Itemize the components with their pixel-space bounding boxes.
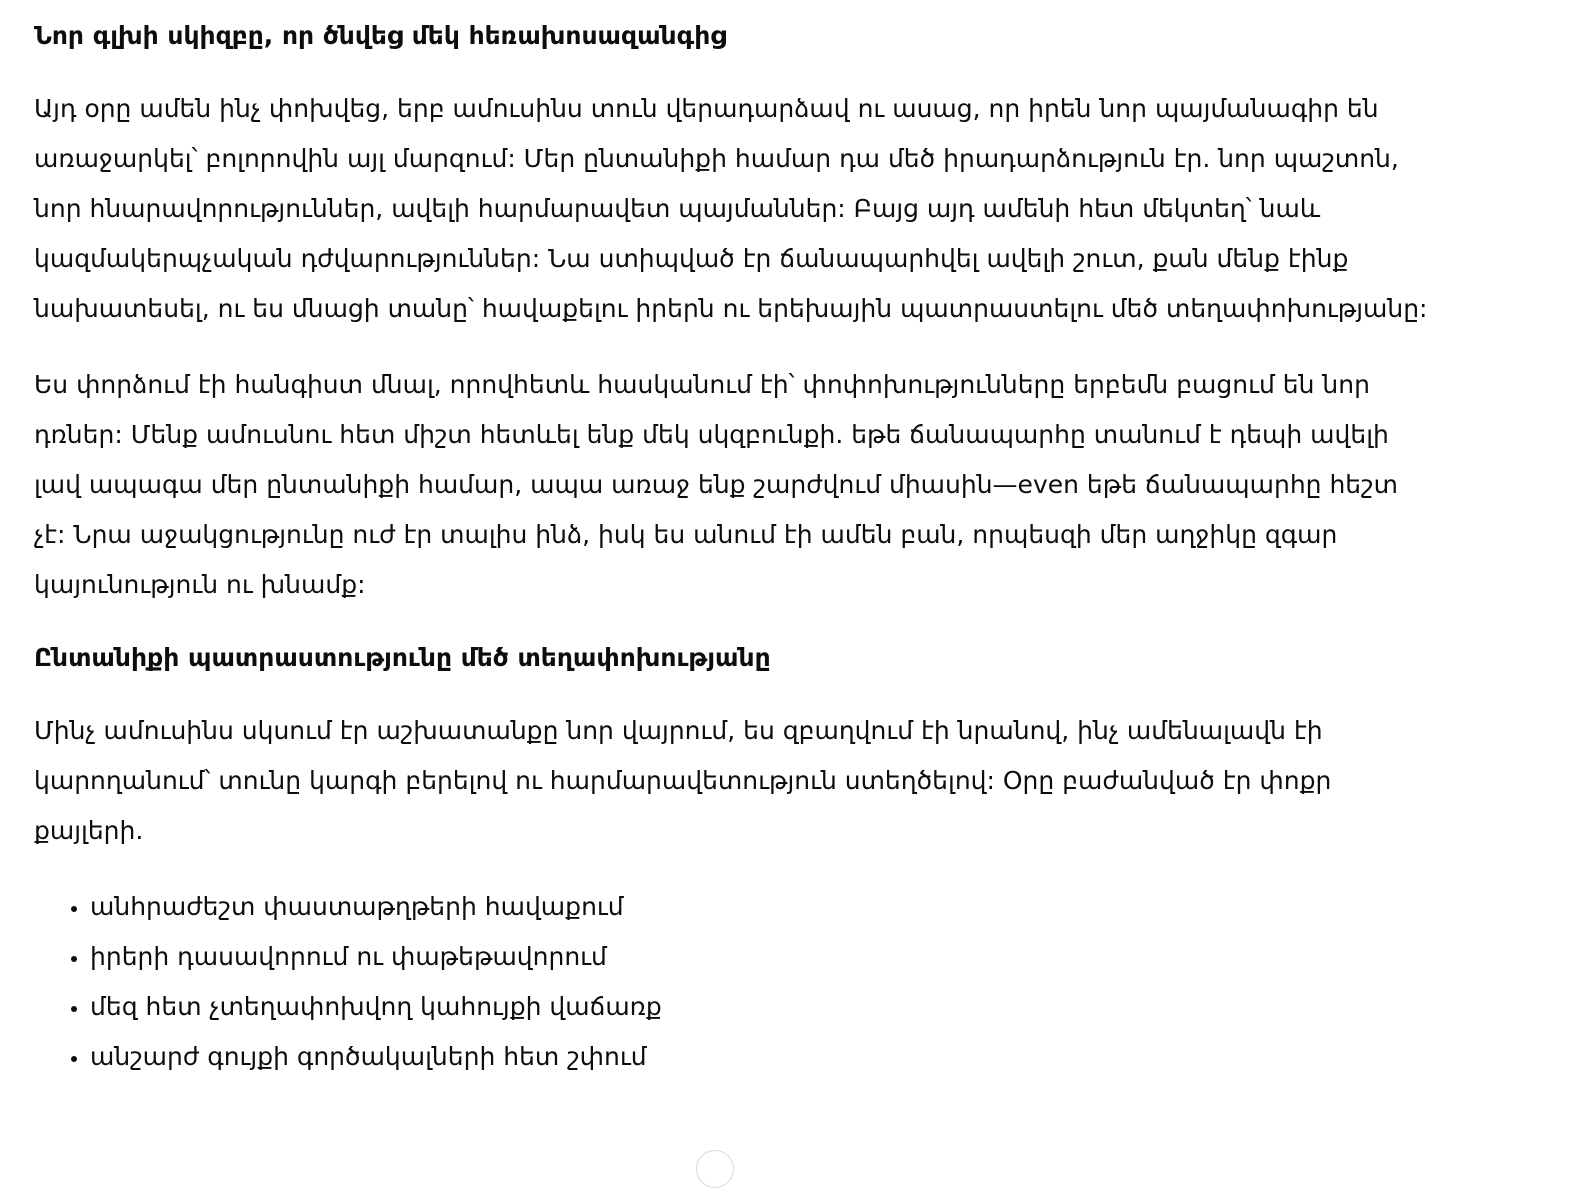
list-item: • իրերի դասավորում ու փաթեթավորում bbox=[90, 932, 1434, 982]
task-list bbox=[34, 882, 1434, 1082]
paragraph-preparation: Մինչ ամուսինս սկսում էր աշխատանքը նոր վայրում, ես զբաղվում էի նրանով, ինչ ամենալավն էի կարողանում՝ տունը կարգի բերելով ու հարմարավետություն ստեղծելով: Օրը բաժանված էր փոքր քայլերի. bbox=[34, 716, 1332, 845]
section-heading-family-preparation: Ընտանիքի պատրաստությունը մեծ տեղափոխությանը bbox=[34, 643, 771, 672]
paragraph-support: Ես փորձում էի հանգիստ մնալ, որովհետև հասկանում էի՝ փոփոխությունները երբեմն բացում են նոր դռներ: Մենք ամուսնու հետ միշտ հետևել ենք մեկ սկզբունքի. եթե ճանապարհը տանում է դեպի ավելի լավ ապագա մեր ընտանիքի համար, ապա առաջ ենք շարժվում միասին—even եթե ճանապարհը հեշտ չէ: Նրա աջակցությունը ուժ էր տալիս ինձ, իսկ ես անում էի ամեն բան, որպեսզի մեր աղջիկը զգար կայունություն ու խնամք: bbox=[34, 370, 1398, 599]
scroll-down-button[interactable] bbox=[696, 1150, 734, 1188]
list-item: • անշարժ գույքի գործակալների հետ շփում bbox=[90, 1032, 1434, 1082]
section-heading-new-chapter: Նոր գլխի սկիզբը, որ ծնվեց մեկ հեռախոսազանգից bbox=[34, 21, 727, 50]
paragraph-intro: Այդ օրը ամեն ինչ փոխվեց, երբ ամուսինս տուն վերադարձավ ու ասաց, որ իրեն նոր պայմանագիր են առաջարկել՝ բոլորովին այլ մարզում: Մեր ընտանիքի համար դա մեծ իրադարձություն էր. նոր պաշտոն, նոր հնարավորություններ, ավելի հարմարավետ պայմաններ: Բայց այդ ամենի հետ մեկտեղ՝ նաև կազմակերպչական դժվարություններ: Նա ստիպված էր ճանապարհվել ավելի շուտ, քան մենք էինք նախատեսել, ու ես մնացի տանը՝ հավաքելու իրերն ու երեխային պատրաստելու մեծ տեղափոխությանը: bbox=[34, 94, 1428, 323]
list-item: • մեզ հետ չտեղափոխվող կահույքի վաճառք bbox=[90, 982, 1434, 1032]
list-item: • անհրաժեշտ փաստաթղթերի հավաքում bbox=[90, 882, 1434, 932]
